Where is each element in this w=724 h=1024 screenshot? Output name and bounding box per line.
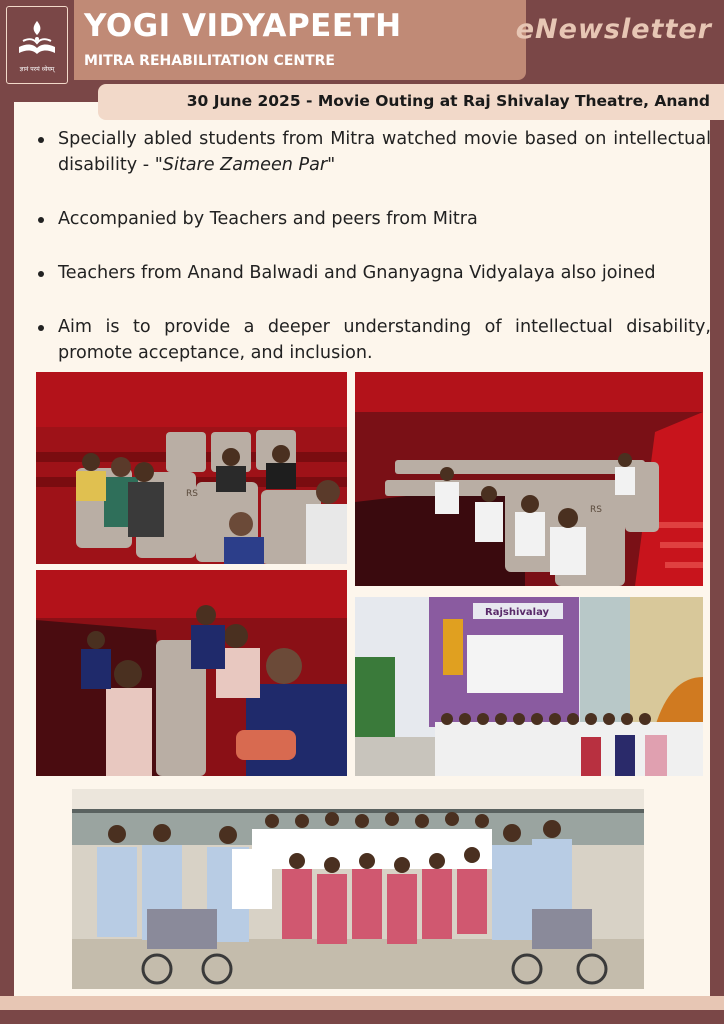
seat-mark: RS	[186, 489, 198, 499]
school-title: YOGI VIDYAPEETH	[84, 8, 402, 44]
bullet-text: Aim is to provide a deeper understanding of intellectual disability, promote acceptance, and inclusion.	[58, 317, 711, 363]
list-item	[36, 314, 711, 366]
list-item	[36, 206, 711, 232]
photo-teachers-seated	[36, 570, 347, 776]
seat-mark: RS	[590, 505, 602, 515]
event-banner	[98, 84, 724, 120]
list-item	[36, 126, 711, 178]
theatre-sign: Rajshivalay	[485, 607, 550, 618]
photo-theatre-wide	[355, 372, 703, 586]
bullet-icon	[38, 271, 44, 277]
bullet-text: Specially abled students from Mitra watched movie based on intellectual disability -	[58, 129, 711, 175]
centre-subtitle: MITRA REHABILITATION CENTRE	[84, 53, 335, 69]
photo-audience-front-rows	[36, 372, 347, 564]
movie-title: "Sitare Zameen Par"	[154, 155, 336, 175]
photo-theatre-exterior	[355, 597, 703, 776]
bullet-icon	[38, 325, 44, 331]
photo-group	[72, 789, 644, 989]
school-logo	[6, 6, 68, 84]
bullet-icon	[38, 137, 44, 143]
highlights-list	[36, 126, 711, 366]
event-title: 30 June 2025 - Movie Outing at Raj Shivalay Theatre, Anand	[186, 92, 710, 110]
bottom-frame-bar	[0, 1010, 724, 1024]
title-panel	[74, 0, 526, 80]
list-item	[36, 260, 711, 286]
logo-tagline: ज्ञानं परमं ध्येयम्	[19, 66, 55, 73]
bottom-accent-bar	[0, 996, 724, 1010]
enewsletter-badge: eNewsletter	[515, 14, 712, 45]
right-frame-bar	[710, 0, 724, 1024]
book-flame-logo-icon	[15, 17, 59, 61]
left-frame-bar	[0, 0, 14, 1024]
bullet-icon	[38, 217, 44, 223]
bullet-text: Accompanied by Teachers and peers from Mitra	[58, 209, 478, 229]
bullet-text: Teachers from Anand Balwadi and Gnanyagna Vidyalaya also joined	[58, 263, 656, 283]
